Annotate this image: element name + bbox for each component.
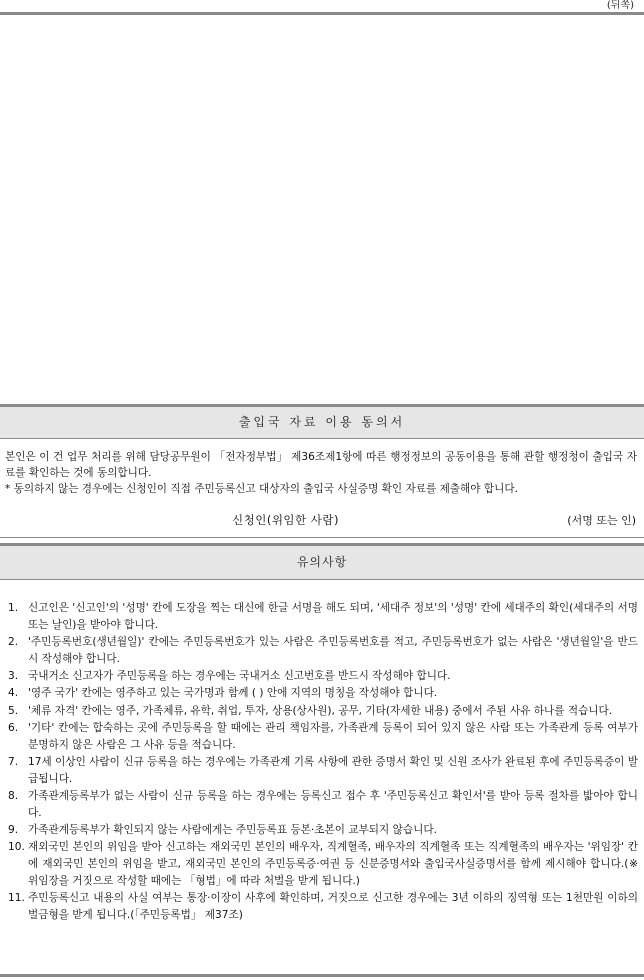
notes-title-band [0, 543, 644, 580]
item-number: 10. [8, 841, 25, 854]
item-number: 3. [8, 669, 19, 682]
item-text: 재외국민 본인의 위임을 받아 신고하는 재외국민 본인의 배우자, 직계혈족, 배우자의 직계혈족 또는 직계혈족의 배우자는 '위임장' 칸에 재외국민 본인의 위임을 받고, 재외국민 본인의 주민등록증·여권 등 신분증명서와 출입국사실증명서를 함께 제시해야 합니다.(※ 위임장을 거짓으로 작성할 때에는 「형법」에 따라 처벌을 받게 됩니다.) [28, 841, 638, 887]
consent-title: 출입국 자료 이용 동의서 [238, 415, 406, 429]
notes-list-item [8, 703, 638, 720]
notes-list-item [8, 822, 638, 839]
item-text: '주민등록번호(생년월일)' 칸에는 주민등록번호가 있는 사람은 주민등록번호를 적고, 주민등록번호가 없는 사람은 '생년월일'을 반드시 작성해야 합니다. [28, 635, 638, 665]
notes-list [8, 600, 638, 924]
bottom-rule [0, 974, 644, 977]
item-text: 신고인은 '신고인'의 '성명' 칸에 도장을 찍는 대신에 한글 서명을 해도 되며, '세대주 정보'의 '성명' 칸에 세대주의 확인(세대주의 서명 또는 날인)을 받아야 합니다. [28, 602, 638, 631]
notes-list-item [8, 754, 638, 787]
item-number: 8. [8, 790, 19, 803]
item-number: 5. [8, 704, 19, 717]
item-number: 2. [8, 635, 19, 648]
signer-label: 신청인(위임한 사람) [232, 513, 339, 527]
notes-list-item [8, 890, 638, 923]
page-side-label: (뒤쪽) [606, 0, 634, 11]
item-number: 7. [8, 756, 19, 769]
signature-field[interactable]: (서명 또는 인) [567, 514, 636, 527]
item-text: 국내거소 신고자가 주민등록을 하는 경우에는 국내거소 신고번호를 반드시 작성해야 합니다. [28, 669, 451, 682]
item-number: 6. [8, 722, 19, 735]
item-text: '체류 자격' 칸에는 영주, 가족체류, 유학, 취업, 투자, 상용(상사원), 공무, 기타(자세한 내용) 중에서 주된 사유 하나를 적습니다. [28, 704, 613, 717]
item-text: 가족관계등록부가 없는 사람이 신규 등록을 하는 경우에는 등록신고 접수 후 '주민등록신고 확인서'를 받아 등록 절차를 밟아야 합니다. [28, 790, 638, 819]
consent-title-band [0, 404, 644, 439]
section-divider [0, 537, 644, 538]
item-text: '기타' 칸에는 합숙하는 곳에 주민등록을 할 때에는 관리 책임자를, 가족관계 등록이 되어 있지 않은 사람 또는 가족관계 등록 여부가 분명하지 않은 사람은 그 사유 등을 적습니다. [28, 722, 638, 751]
top-rule [0, 12, 644, 15]
notes-list-item [8, 634, 638, 667]
item-text: 17세 이상인 사람이 신규 등록을 하는 경우에는 가족관계 기록 사항에 관한 증명서 확인 및 신원 조사가 완료된 후에 주민등록증이 발급됩니다. [28, 756, 638, 785]
item-number: 9. [8, 824, 19, 837]
item-number: 11. [8, 892, 25, 905]
notes-list-item [8, 600, 638, 633]
item-number: 1. [8, 602, 19, 614]
notes-list-item [8, 788, 638, 821]
notes-list-item [8, 839, 638, 889]
consent-note-text: * 동의하지 않는 경우에는 신청인이 직접 주민등록신고 대상자의 출입국 사실증명 확인 자료를 제출해야 합니다. [5, 483, 518, 495]
item-text: 주민등록신고 내용의 사실 여부는 통장·이장이 사후에 확인하며, 거짓으로 신고한 경우에는 3년 이하의 징역형 또는 1천만원 이하의 벌금형을 받게 됩니다.(「주민등록법」 제37조) [28, 892, 638, 921]
notes-list-item [8, 720, 638, 753]
notes-list-item [8, 668, 638, 685]
consent-body-text: 본인은 이 건 업무 처리를 위해 담당공무원이 「전자정부법」 제36조제1항에 따른 행정정보의 공동이용을 통해 관할 행정청이 출입국 자료를 확인하는 것에 동의합니다. [5, 451, 637, 479]
notes-title: 유의사항 [296, 555, 348, 569]
item-text: '영주 국가' 칸에는 영주하고 있는 국가명과 함께 ( ) 안에 지역의 명칭을 작성해야 합니다. [28, 687, 438, 700]
item-number: 4. [8, 687, 19, 700]
notes-list-item [8, 685, 638, 702]
item-text: 가족관계등록부가 확인되지 않는 사람에게는 주민등록표 등본·초본이 교부되지 않습니다. [28, 824, 437, 837]
